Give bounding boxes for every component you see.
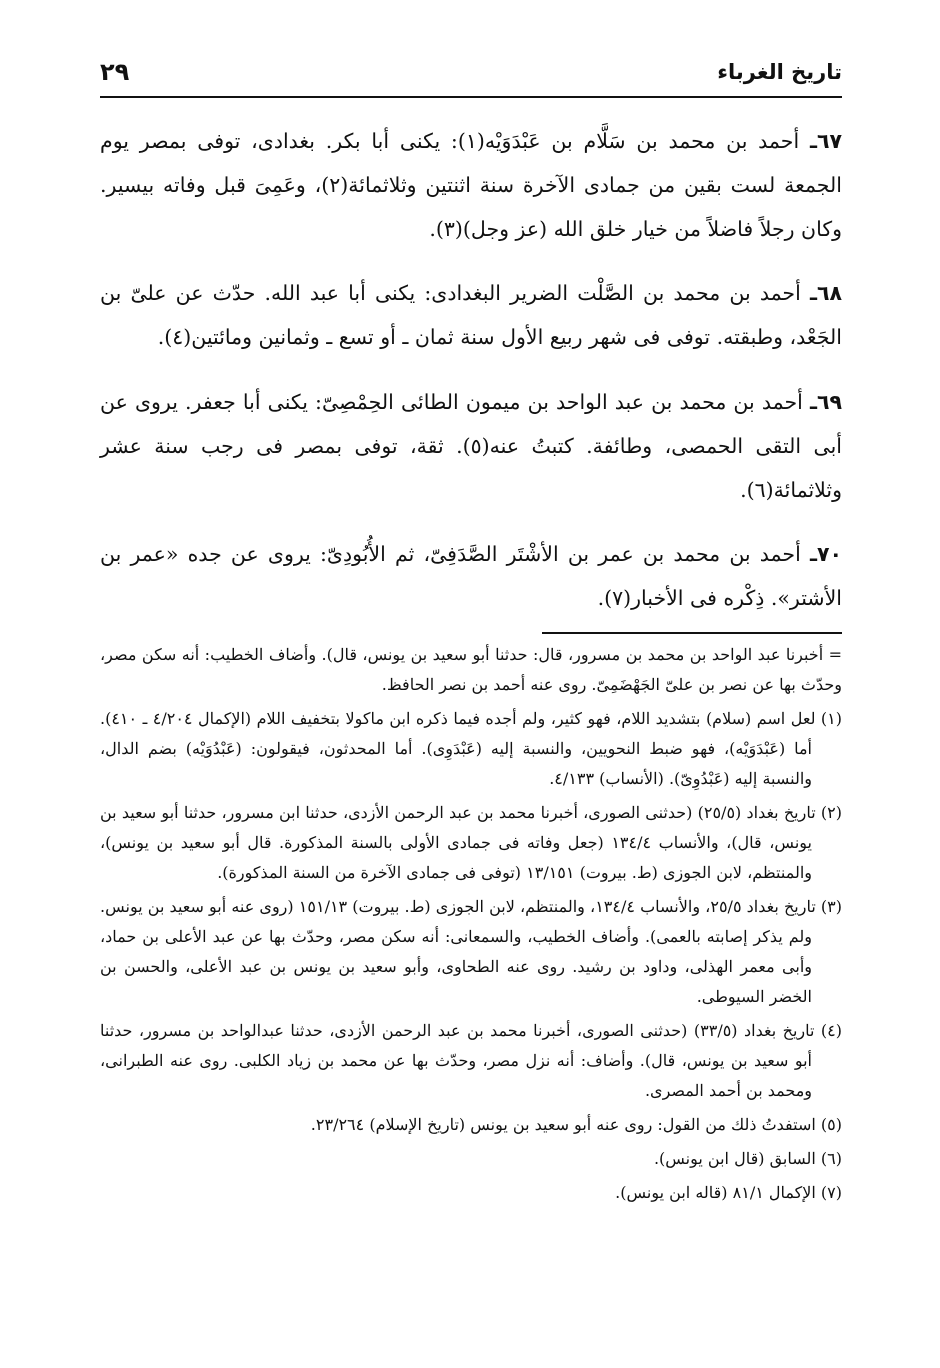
book-page bbox=[100, 52, 842, 1328]
biography-entries bbox=[100, 119, 842, 621]
footnote-4: (٤) تاريخ بغداد (٣٣/٥) (حدثنى الصورى، أخبرنا محمد بن عبد الرحمن الأزدى، حدثنا عبدالواحد بن مسرور، حدثنا أبو سعيد بن يونس، قال). وأضاف: أنه نزل مصر، وحدّث بها عن محمد بن زياد الكلبى. روى عنه الطبرانى، ومحمد بن أحمد المصرى. bbox=[100, 1021, 843, 1100]
footnote-3: (٣) تاريخ بغداد ٢٥/٥، والأنساب ١٣٤/٤، والمنتظم، لابن الجوزى (ط. بيروت) ١٥١/١٣ (روى عنه أبو سعيد بن يونس. ولم يذكر إصابته بالعمى). وأضاف الخطيب، والسمعانى: أنه سكن مصر، وحدّث بها عن عبد الأعلى بن حماد، وأبى معمر الهذلى، وداود بن رشيد. روى عنه الطحاوى، وأبو سعيد بن يونس بن عبد الأعلى، والحسن بن الخضر السيوطى. bbox=[100, 897, 842, 1006]
entry-number: ٦٨ـ bbox=[809, 281, 842, 305]
footnote-7: (٧) الإكمال ٨١/١ (قاله ابن يونس). bbox=[615, 1183, 842, 1202]
footnote-continuation: = أخبرنا عبد الواحد بن محمد بن مسرور، قال: حدثنا أبو سعيد بن يونس، قال). وأضاف الخطيب: أنه سكن مصر، وحدّث بها عن نصر بن علىّ الجَهْضَمِىّ. روى عنه أحمد بن نصر الحافظ. bbox=[100, 645, 842, 694]
footnote-5: (٥) استفدتُ ذلك من القول: روى عنه أبو سعيد بن يونس (تاريخ الإسلام) ٢٣/٢٦٤. bbox=[310, 1115, 842, 1134]
entry-number: ٦٧ـ bbox=[809, 128, 842, 153]
footnote-separator bbox=[542, 632, 842, 634]
entry-text: أحمد بن محمد بن الصَّلْت الضرير البغدادى: يكنى أبا عبد الله. حدّث عن علىّ بن الجَعْد، وطبقته. توفى فى شهر ربيع الأول سنة ثمان ـ أو تسع ـ وثمانين ومائتين(٤). bbox=[100, 281, 842, 349]
entry-69 bbox=[100, 380, 842, 512]
entry-text: أحمد بن محمد بن عمر بن الأشْتَر الصَّدَفِىّ، ثم الأُبُودِىّ: يروى عن جده «عمر بن الأشتر». ذِكْره فى الأخبار(٧). bbox=[100, 542, 842, 610]
footnotes bbox=[100, 640, 842, 1208]
entry-67 bbox=[100, 119, 842, 251]
entry-70 bbox=[100, 532, 842, 620]
running-title: تاريخ الغرباء bbox=[717, 60, 842, 84]
entry-68 bbox=[100, 271, 842, 359]
footnote-6: (٦) السابق (قال ابن يونس). bbox=[653, 1149, 842, 1168]
page-header bbox=[100, 52, 842, 98]
entry-text: أحمد بن محمد بن سَلَّام بن عَبْدَوَيْه(١): يكنى أبا بكر. بغدادى، توفى بمصر يوم الجمعة لست بقين من جمادى الآخرة سنة اثنتين وثلاثمائة(٢)، وعَمِىَ قبل وفاته بيسير. وكان رجلاً فاضلاً من خيار خلق الله (عز وجل)(٣). bbox=[100, 128, 842, 241]
footnote-2: (٢) تاريخ بغداد (٢٥/٥) (حدثنى الصورى، أخبرنا محمد بن عبد الرحمن الأزدى، حدثنا ابن مسرور، حدثنا أبو سعيد بن يونس، قال)، والأنساب ١٣٤/٤ (جعل وفاته فى جمادى الأولى بالسنة المذكورة. قال أبو سعيد بن يونس)، والمنتظم، لابن الجوزى (ط. بيروت) ١٣/١٥١ (توفى فى جمادى الآخرة من السنة المذكورة). bbox=[100, 803, 843, 882]
entry-number: ٦٩ـ bbox=[809, 389, 842, 414]
page-number: ٢٩ bbox=[100, 58, 130, 86]
footnote-1: (١) لعل اسم (سلام) بتشديد اللام، فهو كثير، ولم أجده فيما ذكره ابن ماكولا بتخفيف اللام (الإكمال ٤/٢٠٤ ـ ٤١٠). أما (عَبْدَوَيْه)، فهو ضبط النحويين، والنسبة إليه (عَبْدَوِى). أما المحدثون، فيقولون: (عَبْدُوَيْه) بضم الدال، والنسبة إليه (عَبْدُوِىّ). (الأنساب) ٤/١٣٣. bbox=[100, 709, 842, 788]
entry-number: ٧٠ـ bbox=[809, 542, 842, 566]
entry-text: أحمد بن محمد بن عبد الواحد بن ميمون الطائى الحِمْصِىّ: يكنى أبا جعفر. يروى عن أبى التقى الحمصى، وطائفة. كتبتُ عنه(٥). ثقة، توفى بمصر فى رجب سنة عشر وثلاثمائة(٦). bbox=[100, 389, 842, 502]
